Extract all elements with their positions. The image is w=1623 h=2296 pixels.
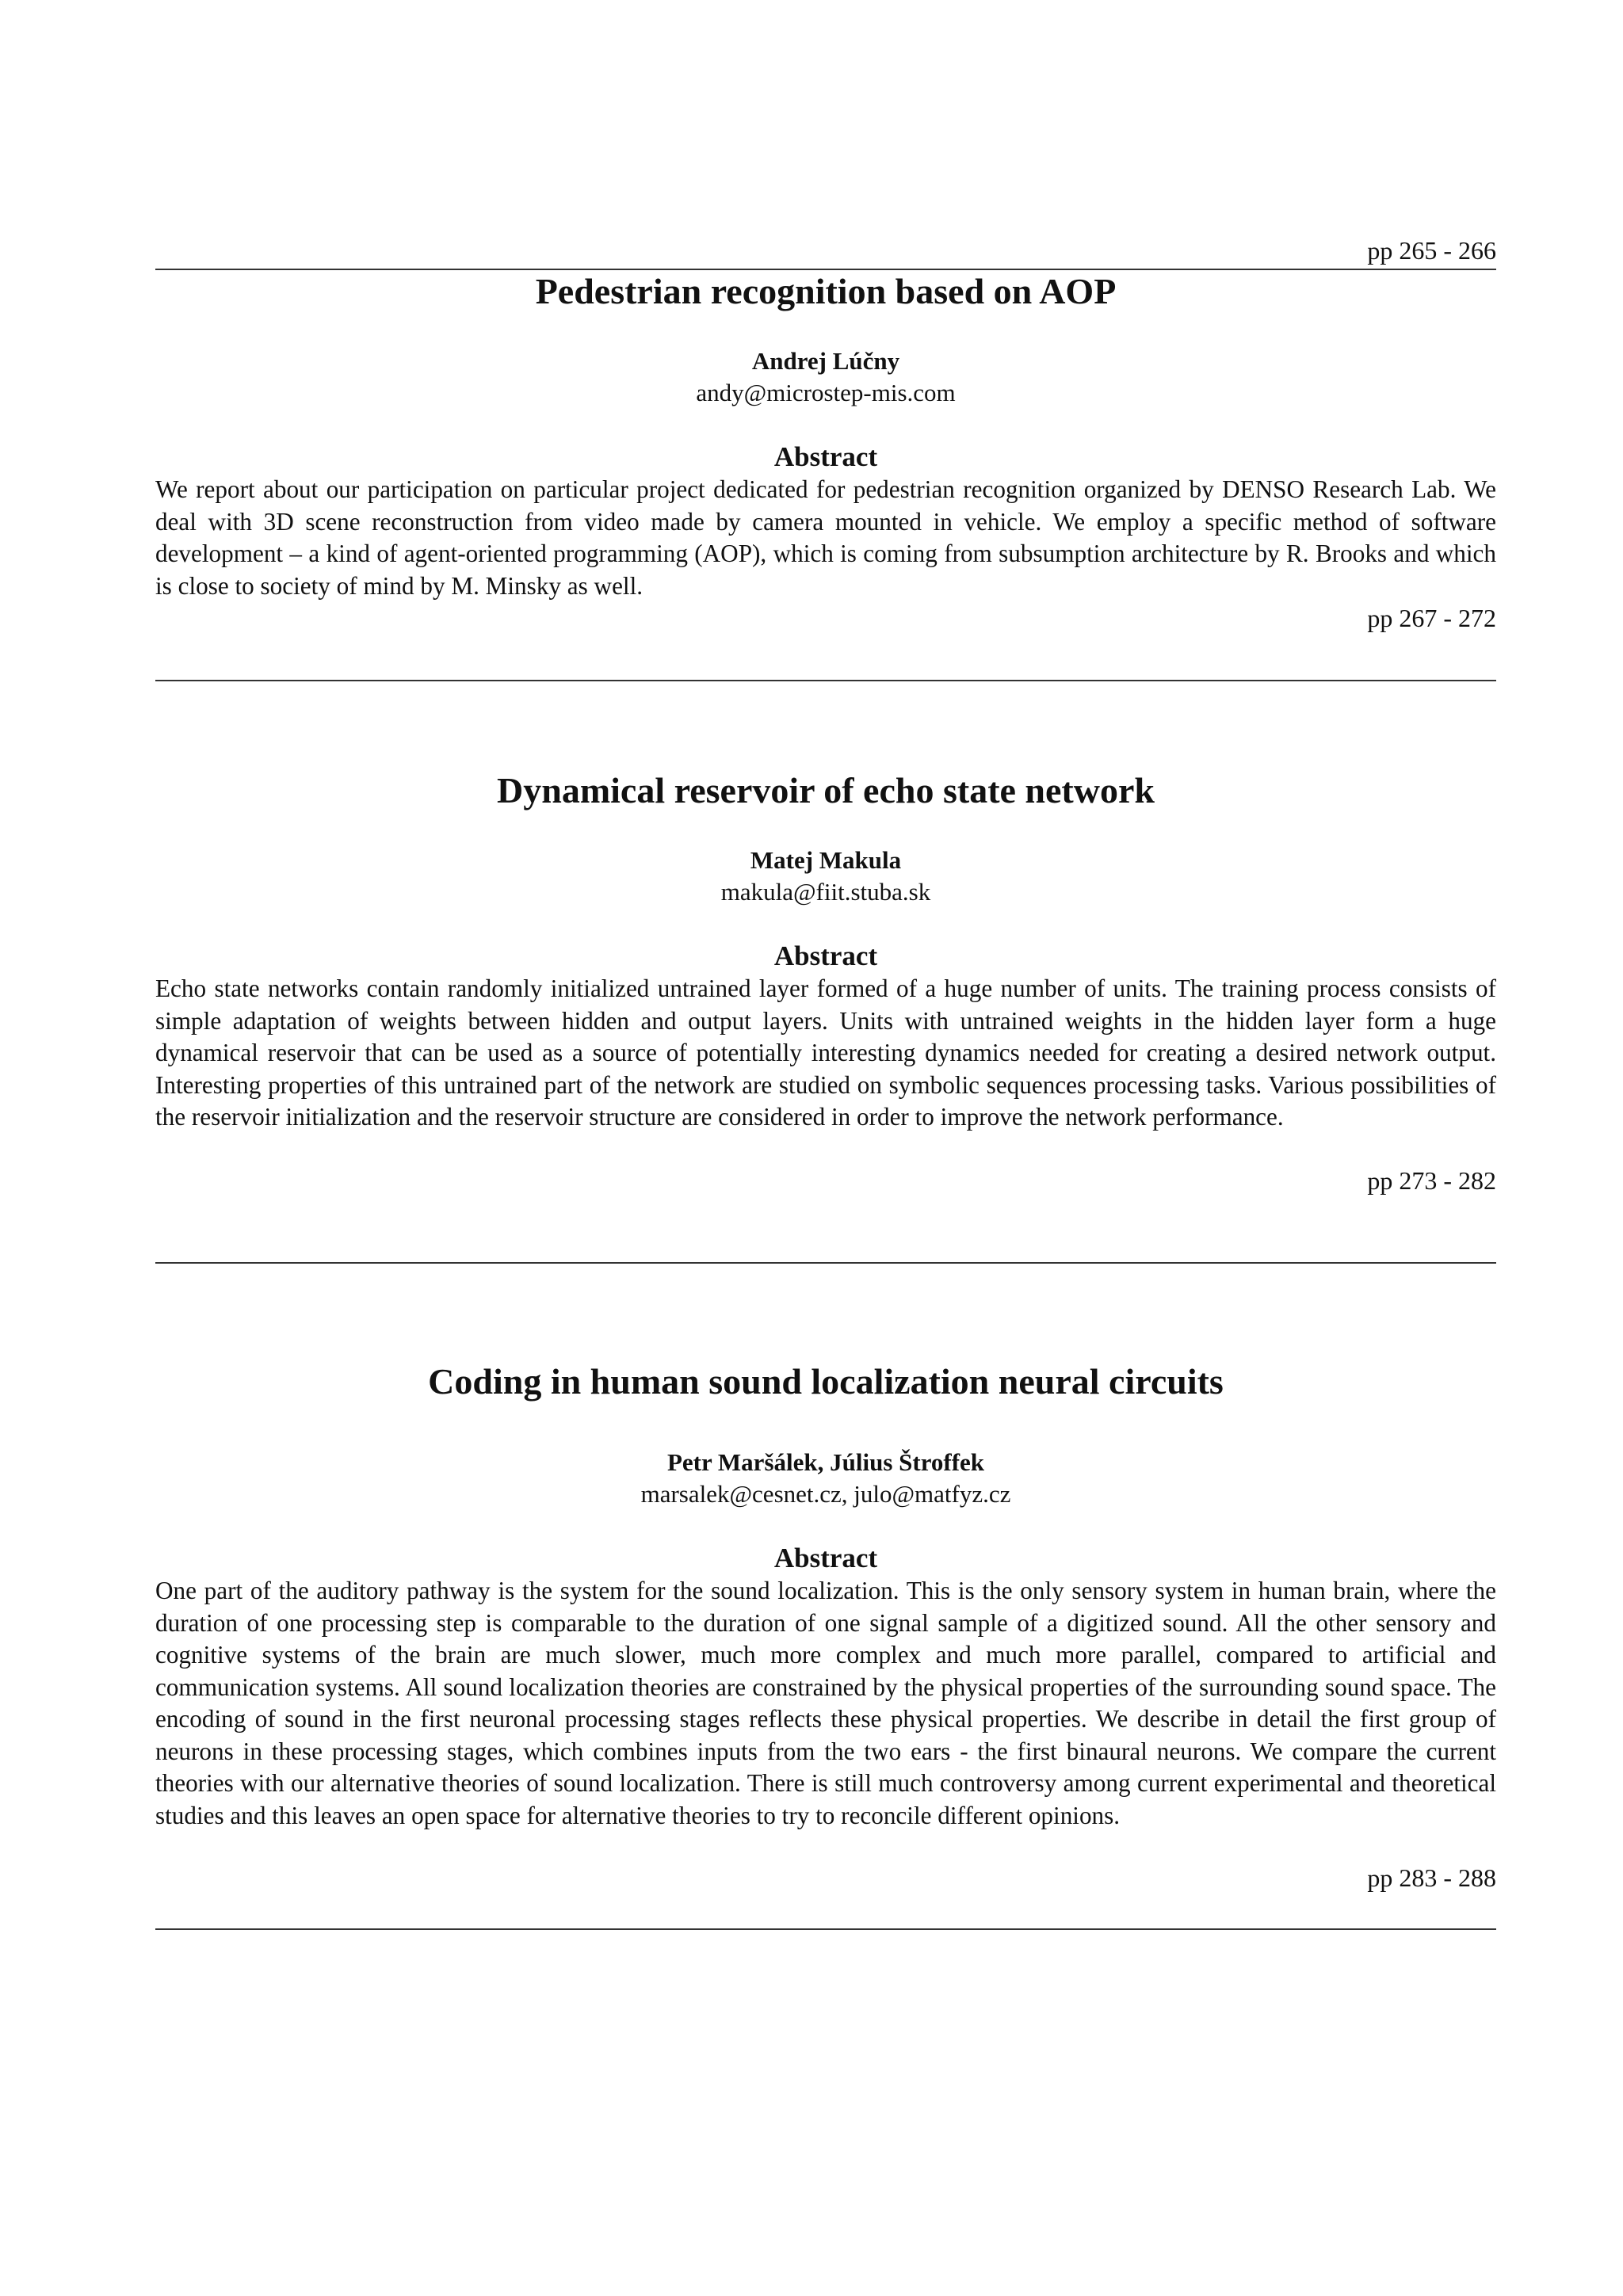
abstract-heading: Abstract [773, 441, 878, 472]
abstract-text: We report about our participation on particular project dedicated for pedestrian recognition organized by DENSO Research Lab. We deal with 3D scene reconstruction from video made by camera mounted in vehicle. We employ a specific method of software development – a kind of agent-oriented programming (AOP), which is coming from subsumption architecture by R. Brooks and which is close to society of mind by M. Minsky as well. [155, 475, 1496, 600]
paper-title: Coding in human sound localization neural circuits [428, 1361, 1224, 1402]
divider [155, 680, 1496, 681]
paper-title: Dynamical reservoir of echo state network [497, 770, 1155, 810]
paper-email: makula@fiit.stuba.sk [720, 878, 931, 906]
divider [155, 1262, 1496, 1264]
abstract-heading: Abstract [773, 1543, 878, 1573]
page-range: pp 267 - 272 [1367, 604, 1496, 632]
paper-title: Pedestrian recognition based on AOP [535, 271, 1117, 311]
page-range: pp 265 - 266 [1367, 236, 1496, 265]
page-range: pp 273 - 282 [1367, 1166, 1496, 1195]
abstract-text: One part of the auditory pathway is the system for the sound localization. This is the only sensory system in human brain, where the duration of one processing step is comparable to the duration of one signal sample of a digitized sound. All the other sensory and cognitive systems of the brain are much slower, much more complex and much more parallel, compared to artificial and communication systems. All sound localization theories are constrained by the physical properties of the surrounding sound space. The encoding of sound in the first neuronal processing stages reflects these physical properties. We describe in detail the first group of neurons in these processing stages, which combines inputs from the two ears - the first binaural neurons. We compare the current theories with our alternative theories of sound localization. There is still much controversy among current experimental and theoretical studies and this leaves an open space for alternative theories to try to reconcile different opinions. [155, 1577, 1496, 1829]
abstract-text: Echo state networks contain randomly initialized untrained layer formed of a huge number of units. The training process consists of simple adaptation of weights between hidden and output layers. Units with untrained weights in the hidden layer form a huge dynamical reservoir that can be used as a source of potentially interesting dynamics needed for creating a desired network output. Interesting properties of this untrained part of the network are studied on symbolic sequences processing tasks. Various possibilities of the reservoir initialization and the reservoir structure are considered in order to improve the network performance. [155, 974, 1496, 1131]
paper-email: andy@microstep-mis.com [696, 379, 956, 406]
paper-authors: Matej Makula [750, 846, 902, 874]
divider [155, 1928, 1496, 1930]
paper-authors: Petr Maršálek, Július Štroffek [666, 1448, 985, 1476]
paper-email: marsalek@cesnet.cz, julo@matfyz.cz [640, 1480, 1011, 1508]
paper-authors: Andrej Lúčny [751, 347, 900, 375]
abstract-heading: Abstract [773, 940, 878, 971]
page-range: pp 283 - 288 [1367, 1863, 1496, 1892]
